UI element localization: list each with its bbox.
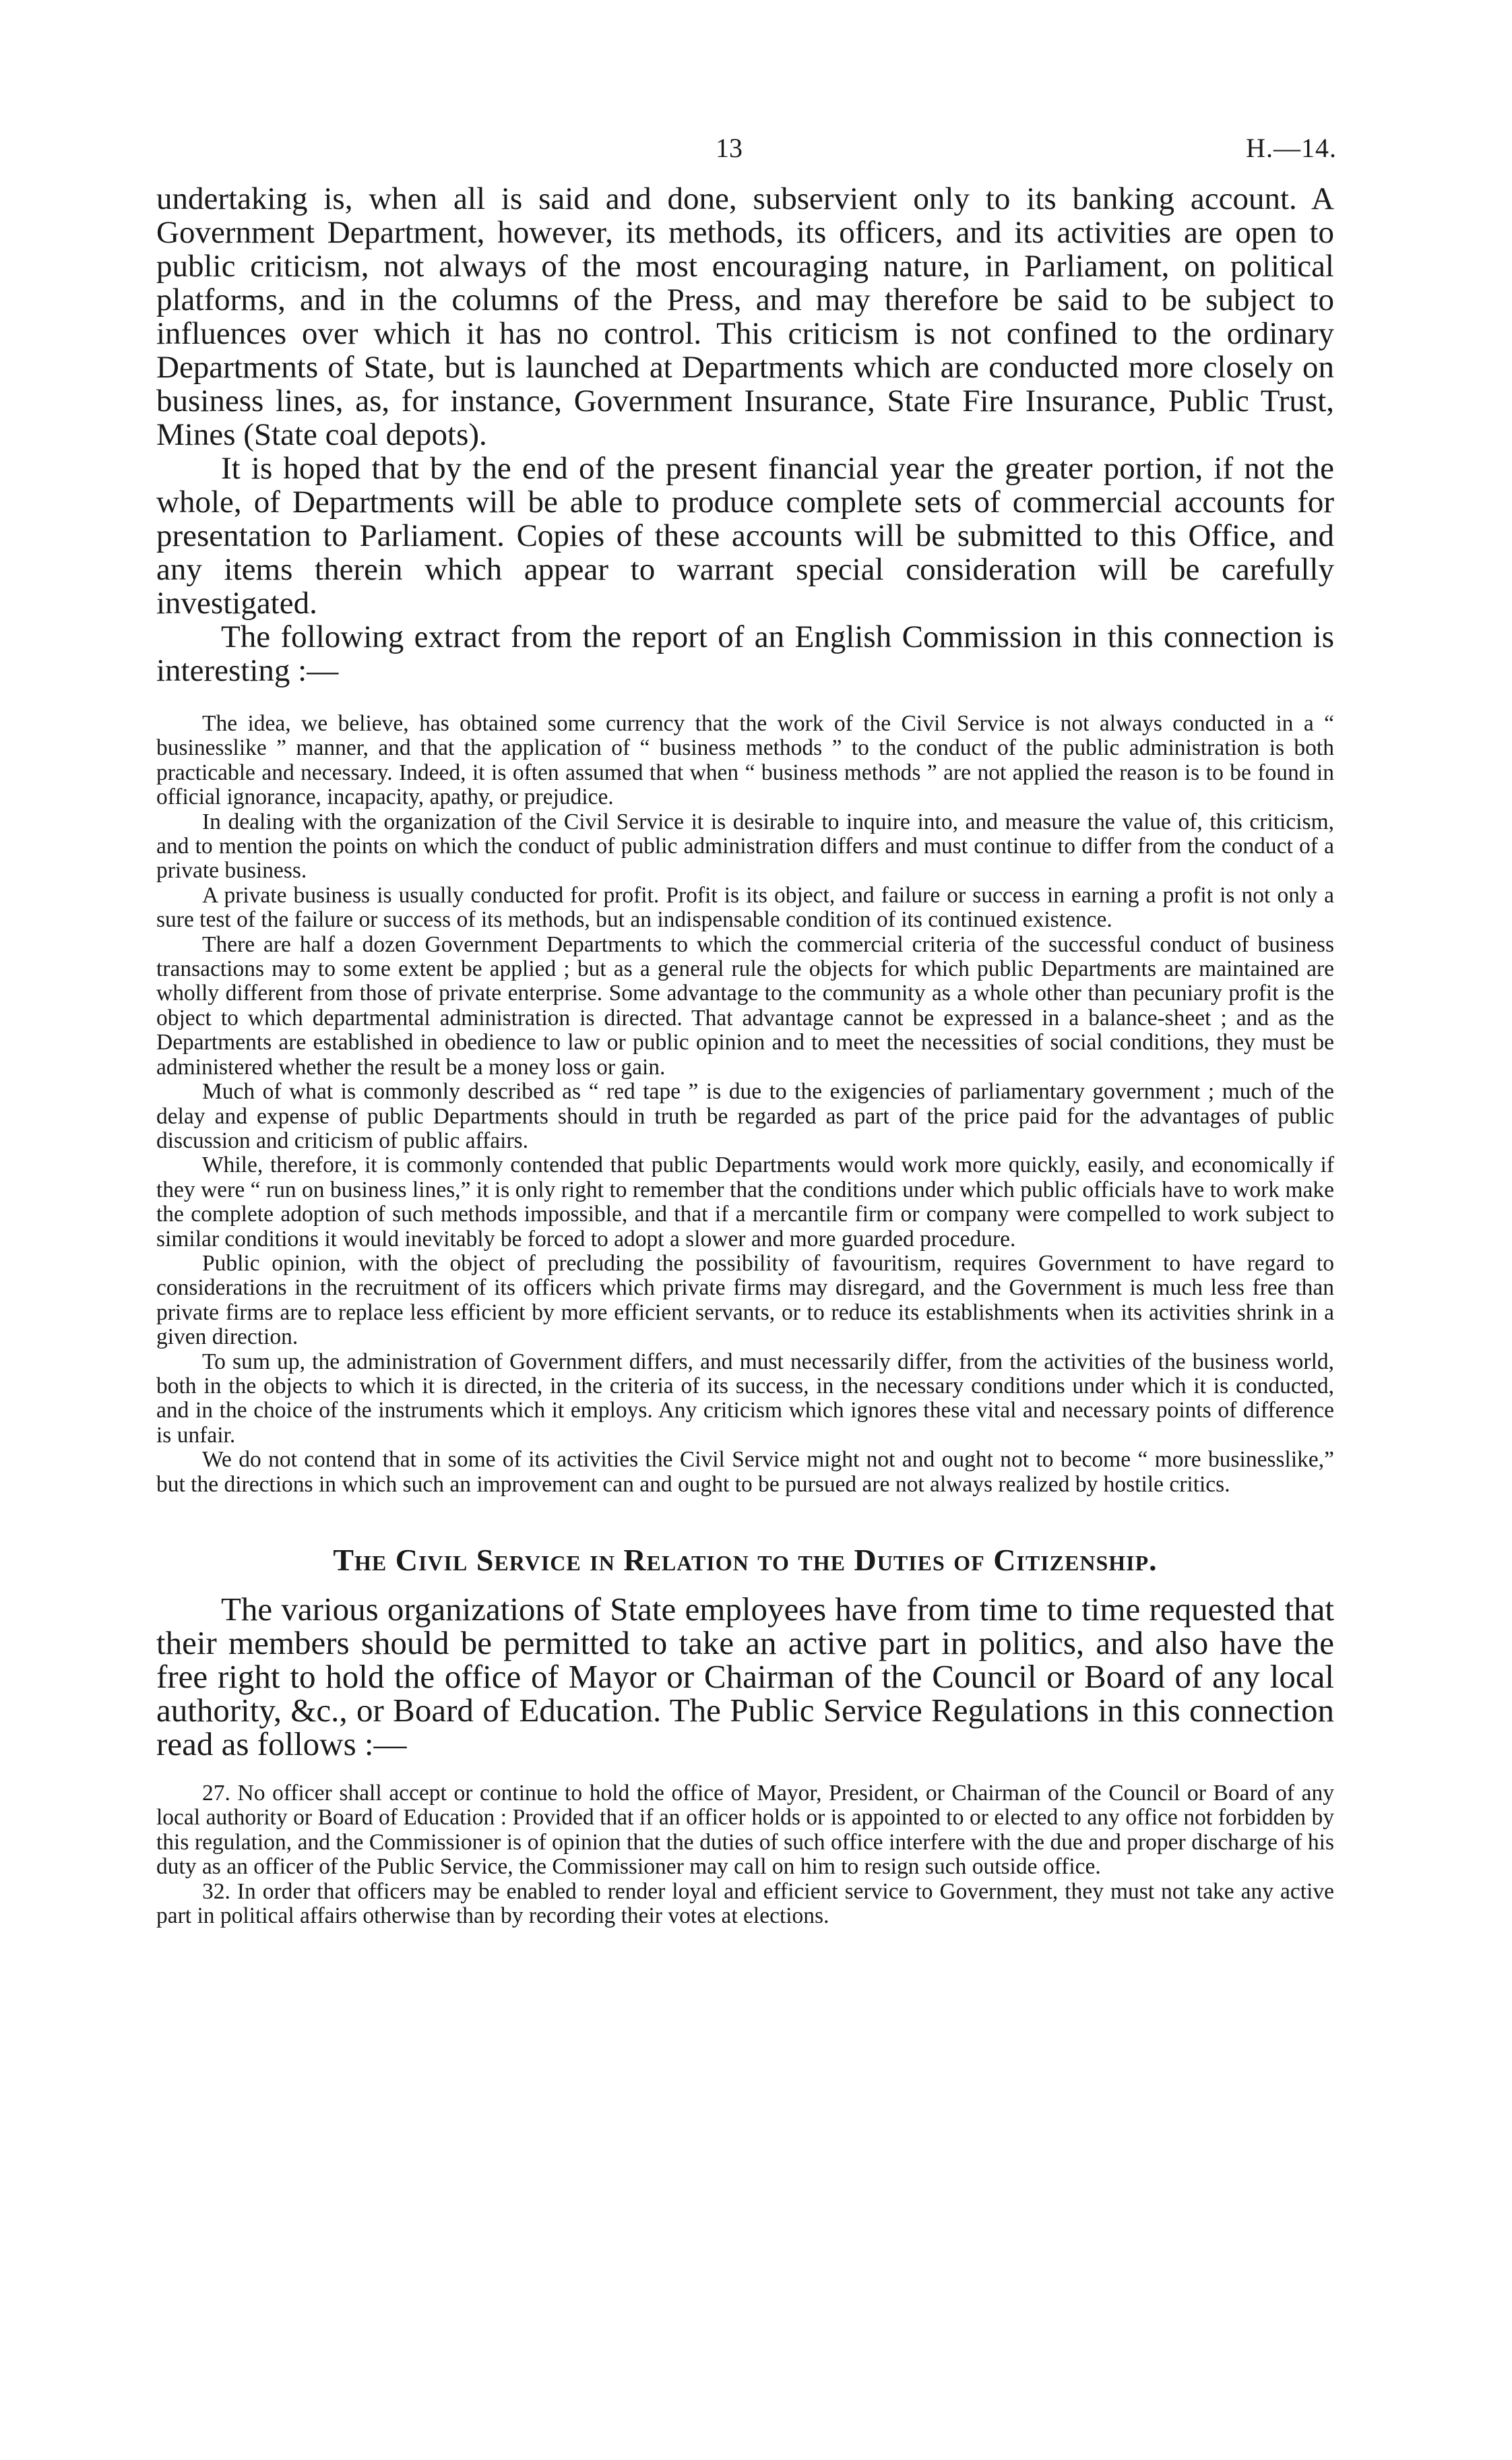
extract-paragraph: We do not contend that in some of its activities the Civil Service might not and ought not to become “ more businesslike,” but the directions in which such an improvement can and ought to be pursued are not always realized by hostile critics.	[156, 1447, 1334, 1497]
regulation-27: 27. No officer shall accept or continue to hold the office of Mayor, President, or Chairman of the Council or Board of any local authority or Board of Education : Provided that if an officer holds or is appointed to or elected to any office not forbidden by this regulation, and the Commissioner is of opinion that the duties of such office interfere with the due and proper discharge of his duty as an officer of the Public Service, the Commissioner may call on him to resign such outside office.	[156, 1781, 1334, 1880]
regulation-32: 32. In order that officers may be enabled to render loyal and efficient service to Government, they must not take any active part in political affairs otherwise than by recording their votes at elections.	[156, 1878, 1334, 1929]
text-column	[156, 182, 1334, 1928]
series-code: H.—14.	[1246, 133, 1337, 163]
extract-paragraph: The idea, we believe, has obtained some currency that the work of the Civil Service is not always conducted in a “ businesslike ” manner, and that the application of “ business methods ” to the conduct of the public administration is both practicable and necessary. Indeed, it is often assumed that when “ business methods ” are not applied the reason is to be found in official ignorance, incapacity, apathy, or prejudice.	[156, 711, 1334, 810]
section-intro-paragraph: The various organizations of State employees have from time to time requested that their members should be permitted to take an active part in politics, and also have the free right to hold the office of Mayor or Chairman of the Council or Board of any local authority, &c., or Board of Education. The Public Service Regulations in this connection read as follows :—	[156, 1591, 1334, 1762]
page-number: 13	[716, 133, 743, 163]
body-paragraph: The following extract from the report of an English Commission in this connection is interesting :—	[156, 619, 1334, 688]
extract-paragraph: Much of what is commonly described as “ red tape ” is due to the exigencies of parliamentary government ; much of the delay and expense of public Departments should in truth be regarded as part of the price paid for the advantages of public discussion and criticism of public affairs.	[156, 1079, 1334, 1153]
extract-paragraph: There are half a dozen Government Departments to which the commercial criteria of the successful conduct of business transactions may to some extent be applied ; but as a general rule the objects for which public Departments are maintained are wholly different from those of private enterprise. Some advantage to the community as a whole other than pecuniary profit is the object to which departmental administration is directed. That advantage cannot be expressed in a balance-sheet ; and as the Departments are established in obedience to law or public opinion and to meet the necessities of social conditions, they must be administered whether the result be a money loss or gain.	[156, 931, 1334, 1080]
body-paragraph-continued: undertaking is, when all is said and done, subservient only to its banking account. A Government Department, however, its methods, its officers, and its activities are open to public criticism, not always of the most encouraging nature, in Parliament, on political platforms, and in the columns of the Press, and may therefore be said to be subject to influences over which it has no control. This criticism is not confined to the ordinary Departments of State, but is launched at Departments which are conducted more closely on business lines, as, for instance, Government Insurance, State Fire Insurance, Public Trust, Mines (State coal depots).	[156, 181, 1334, 452]
commission-extract	[156, 712, 1334, 1497]
body-paragraph: It is hoped that by the end of the present financial year the greater portion, if not the whole, of Departments will be able to produce complete sets of commercial accounts for presentation to Parliament. Copies of these accounts will be submitted to this Office, and any items therein which appear to warrant special consideration will be carefully investigated.	[156, 451, 1334, 621]
extract-paragraph: While, therefore, it is commonly contended that public Departments would work more quickly, easily, and economically if they were “ run on business lines,” it is only right to remember that the conditions under which public officials have to work make the complete adoption of such methods impossible, and that if a mercantile firm or company were compelled to work subject to similar conditions it would inevitably be forced to adopt a slower and more guarded procedure.	[156, 1152, 1334, 1252]
section-heading	[156, 1544, 1334, 1578]
extract-paragraph: A private business is usually conducted for profit. Profit is its object, and failure or success in earning a profit is not only a sure test of the failure or success of its methods, but an indispensable condition of its continued existence.	[156, 882, 1334, 933]
section-heading-text: The Civil Service in Relation to the Duties of Citizenship.	[333, 1543, 1158, 1577]
regulations-extract	[156, 1781, 1334, 1928]
extract-paragraph: Public opinion, with the object of precluding the possibility of favouritism, requires Government to have regard to considerations in the recruitment of its officers which private firms may disregard, and the Government is much less free than private firms are to replace less efficient by more efficient servants, or to reduce its establishments when its activities shrink in a given direction.	[156, 1250, 1334, 1350]
extract-paragraph: In dealing with the organization of the Civil Service it is desirable to inquire into, and measure the value of, this criticism, and to mention the points on which the conduct of public administration differs and must continue to differ from the conduct of a private business.	[156, 809, 1334, 884]
running-header	[156, 132, 1337, 173]
extract-paragraph: To sum up, the administration of Government differs, and must necessarily differ, from the activities of the business world, both in the objects to which it is directed, in the criteria of its success, in the necessary conditions under which it is conducted, and in the choice of the instruments which it employs. Any criticism which ignores these vital and necessary points of difference is unfair.	[156, 1349, 1334, 1448]
